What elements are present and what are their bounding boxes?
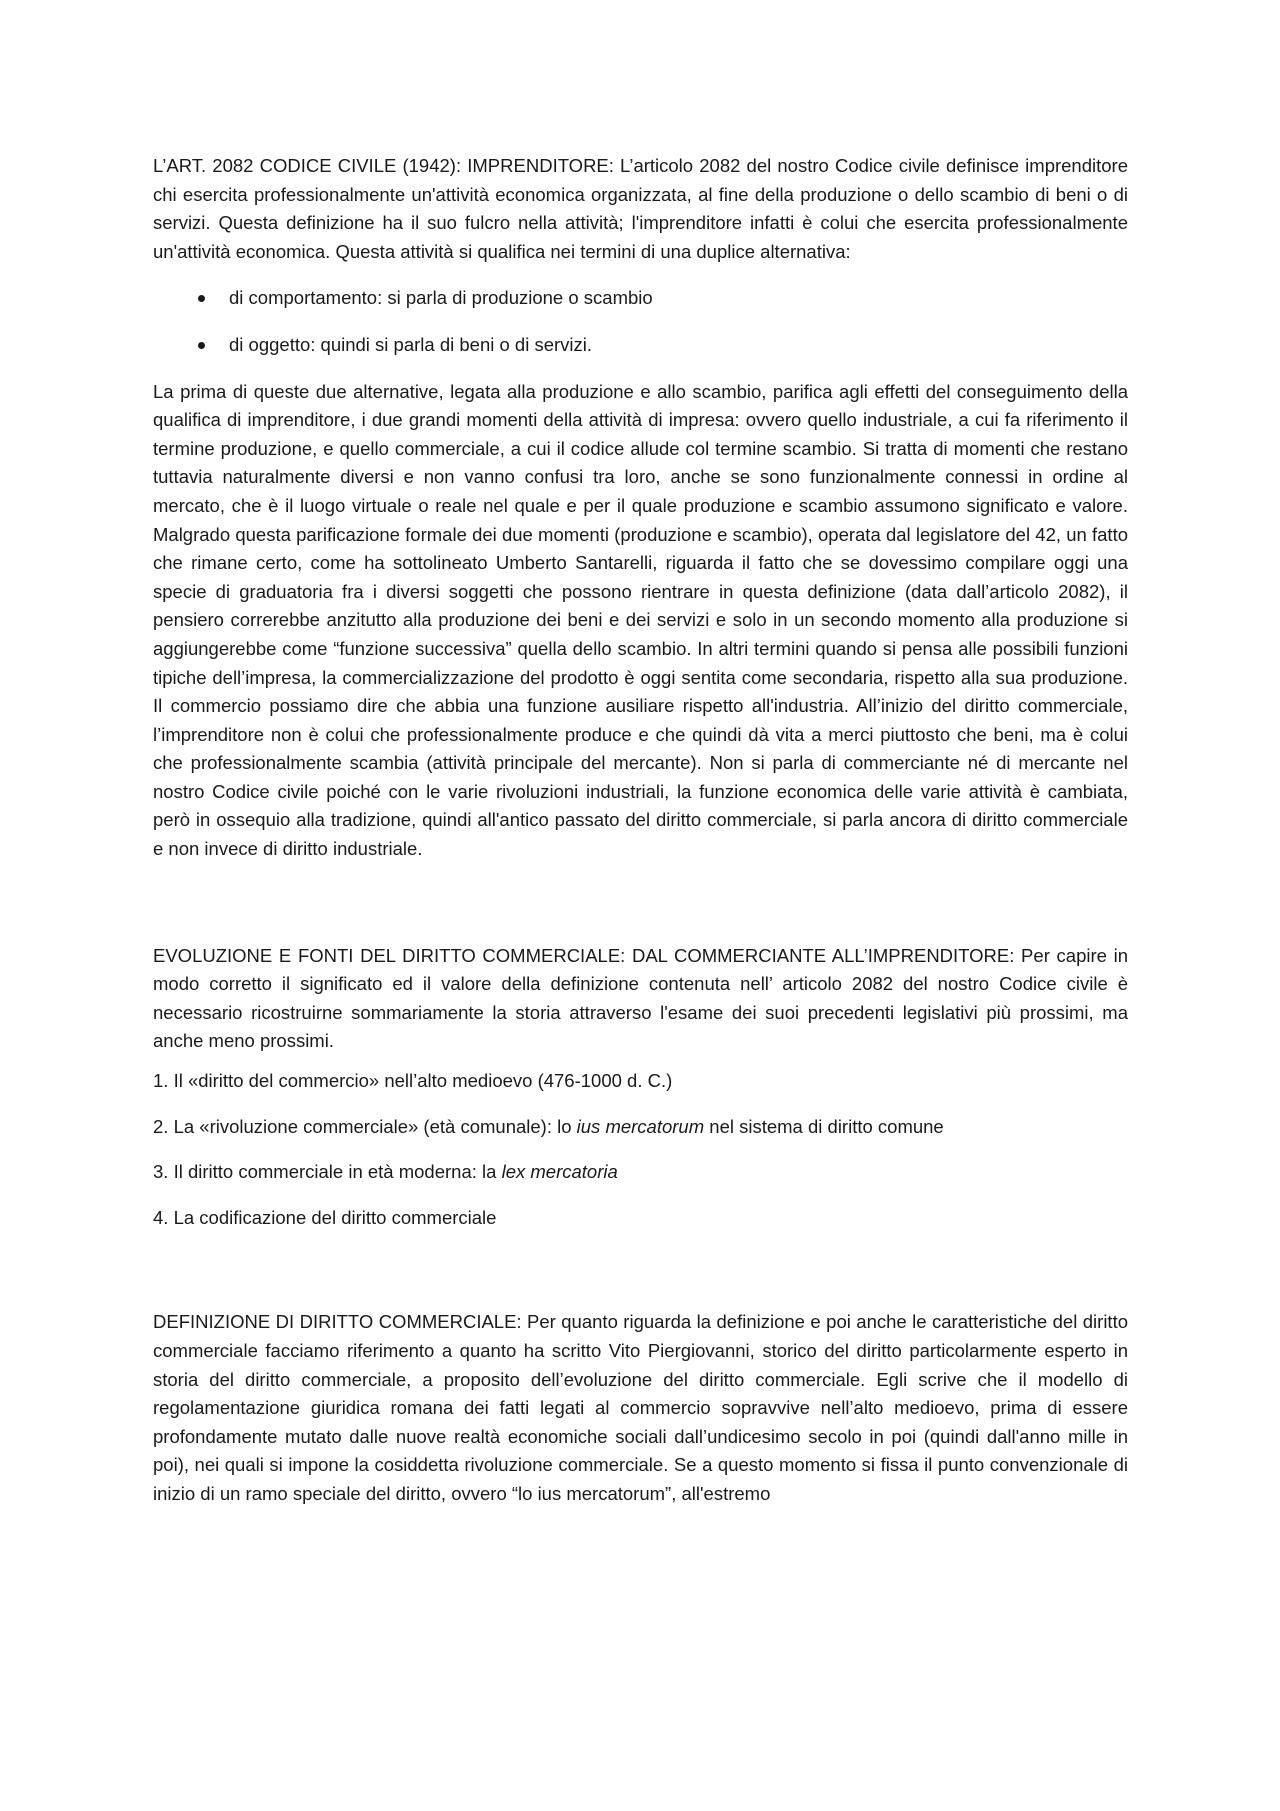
paragraph-alternatives: La prima di queste due alternative, legata alla produzione e allo scambio, parifica agli effetti del conseguimento della qualifica di imprenditore, i due grandi momenti della attività di impresa: ovvero quello industriale, a cui fa riferimento il termine produzione, e quello commerciale, a cui il codice allude col termine scambio. Si tratta di momenti che restano tuttavia naturalmente diversi e non vanno confusi tra loro, anche se sono funzionalmente connessi in ordine al mercato, che è il luogo virtuale o reale nel quale e per il quale produzione e scambio assumono significato e valore. Malgrado questa parificazione formale dei due momenti (produzione e scambio), operata dal legislatore del 42, un fatto che rimane certo, come ha sottolineato Umberto Santarelli, riguarda il fatto che se dovessimo compilare oggi una specie di graduatoria fra i diversi soggetti che possono rientrare in questa definizione (data dall’articolo 2082), il pensiero correrebbe anzitutto alla produzione dei beni e dei servizi e solo in un secondo momento alla produzione si aggiungerebbe come “funzione successiva” quella dello scambio. In altri termini quando si pensa alle possibili funzioni tipiche dell’impresa, la commercializzazione del prodotto è oggi sentita come secondaria, rispetto alla sua produzione. Il commercio possiamo dire che abbia una funzione ausiliare rispetto all'industria. All’inizio del diritto commerciale, l’imprenditore non è colui che professionalmente produce e che quindi dà vita a merci piuttosto che beni, ma è colui che professionalmente scambia (attività principale del mercante). Non si parla di commerciante né di mercante nel nostro Codice civile poiché con le varie rivoluzioni industriali, la funzione economica delle varie attività è cambiata, però in ossequio alla tradizione, quindi all'antico passato del diritto commerciale, si parla ancora di diritto commerciale e non invece di diritto industriale. <box>153 380 1128 860</box>
bullet-icon <box>198 295 205 302</box>
list-item-text: 4. La codificazione del diritto commerciale <box>153 1206 497 1228</box>
list-item-text: 1. Il «diritto del commercio» nell’alto medioevo (476-1000 d. C.) <box>153 1070 673 1092</box>
numbered-list <box>153 1067 1128 1232</box>
section-art-2082 <box>153 152 1128 864</box>
list-item <box>153 1158 1128 1187</box>
italic-term: lex mercatoria <box>501 1161 618 1183</box>
bullet-text: di oggetto: quindi si parla di beni o di servizi. <box>229 333 593 355</box>
paragraph-definizione: DEFINIZIONE DI DIRITTO COMMERCIALE: Per quanto riguarda la definizione e poi anche le caratteristiche del diritto commerciale facciamo riferimento a quanto ha scritto Vito Piergiovanni, storico del diritto particolarmente esperto in storia del diritto commerciale, a proposito dell’evoluzione del diritto commerciale. Egli scrive che il modello di regolamentazione giuridica romana dei fatti legati al commercio sopravvive nell’alto medioevo, prima di essere profondamente mutato dalle nuove realtà economiche sociali dall’undicesimo secolo in poi (quindi dall'anno mille in poi), nei quali si impone la cosiddetta rivoluzione commerciale. Se a questo momento si fissa il punto convenzionale di inizio di un ramo speciale del diritto, ovvero “lo ius mercatorum”, all'estremo <box>153 1311 1128 1504</box>
paragraph-art-2082-intro: L’ART. 2082 CODICE CIVILE (1942): IMPRENDITORE: L’articolo 2082 del nostro Codice civile definisce imprenditore chi esercita professionalmente un'attività economica organizzata, al fine della produzione o dello scambio di beni o di servizi. Questa definizione ha il suo fulcro nella attività; l'imprenditore infatti è colui che esercita professionalmente un'attività economica. Questa attività si qualifica nei termini di una duplice alternativa: <box>153 155 1128 262</box>
list-item <box>153 1067 1128 1096</box>
bullet-icon <box>198 342 205 349</box>
list-item <box>153 284 1128 313</box>
list-item <box>153 331 1128 360</box>
list-item <box>153 1204 1128 1233</box>
list-item-text: 3. Il diritto commerciale in età moderna: la <box>153 1161 502 1183</box>
list-item-text: 2. La «rivoluzione commerciale» (età comunale): lo <box>153 1115 577 1137</box>
section-definizione <box>153 1308 1128 1508</box>
bullet-list <box>153 284 1128 359</box>
bullet-text: di comportamento: si parla di produzione o scambio <box>229 287 653 309</box>
italic-term: ius mercatorum <box>576 1115 705 1137</box>
section-evoluzione <box>153 942 1128 1233</box>
list-item <box>153 1113 1128 1142</box>
paragraph-evoluzione-intro: EVOLUZIONE E FONTI DEL DIRITTO COMMERCIALE: DAL COMMERCIANTE ALL’IMPRENDITORE: Per capire in modo corretto il significato ed il valore della definizione contenuta nell’ articolo 2082 del nostro Codice civile è necessario ricostruirne sommariamente la storia attraverso l'esame dei suoi precedenti legislativi più prossimi, ma anche meno prossimi. <box>153 944 1128 1052</box>
list-item-text: nel sistema di diritto comune <box>704 1115 944 1137</box>
